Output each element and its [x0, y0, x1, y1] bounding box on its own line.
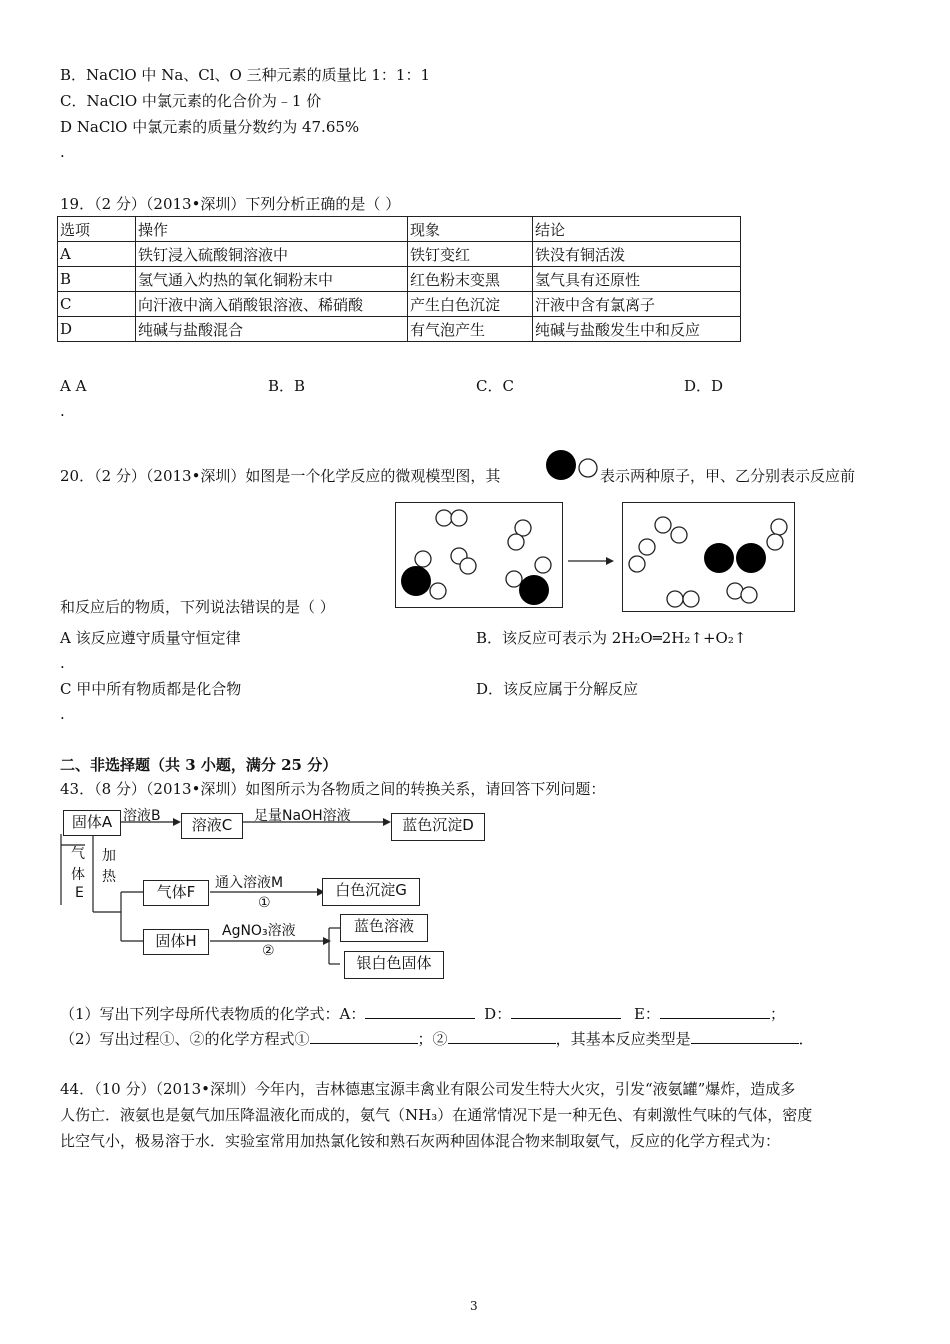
table-header: 操作 — [136, 217, 408, 242]
q43-sub1-e: E： — [633, 1005, 660, 1023]
answer-blank-eq1[interactable] — [310, 1029, 418, 1044]
table-header-row — [58, 217, 741, 242]
table-cell: 红色粉末变黑 — [408, 267, 533, 292]
q20-option-a: A 该反应遵守质量守恒定律 — [60, 629, 241, 647]
q20-option-b: B．该反应可表示为 2H₂O═2H₂↑+O₂↑ — [476, 629, 747, 647]
option-dot: . — [60, 654, 65, 672]
table-cell: A — [58, 242, 136, 267]
flow-label-pass-m: 通入溶液M — [215, 875, 284, 891]
flow-solid-a: 固体A — [63, 810, 121, 836]
table-cell: D — [58, 317, 136, 342]
table-cell: 纯碱与盐酸混合 — [136, 317, 408, 342]
q43-sub2-type: ，其基本反应类型是 — [555, 1030, 691, 1048]
q43-sub1 — [60, 1004, 785, 1024]
flow-gas-e-2: 体 — [71, 867, 85, 883]
answer-blank-a[interactable] — [365, 1004, 475, 1019]
option-dot: . — [60, 143, 65, 161]
flow-blue-precipitate-d: 蓝色沉淀D — [391, 813, 485, 841]
q43-sub2-prefix: （2）写出过程①、②的化学方程式① — [60, 1030, 310, 1048]
flow-label-agno3: AgNO₃溶液 — [222, 923, 296, 939]
table-cell: 有气泡产生 — [408, 317, 533, 342]
table-cell: 铁钉变红 — [408, 242, 533, 267]
table-row — [58, 267, 741, 292]
table-cell: B — [58, 267, 136, 292]
table-row — [58, 317, 741, 342]
q18-option-c: C．NaClO 中氯元素的化合价为﹣1 价 — [60, 92, 322, 110]
q43-sub1-end: ； — [769, 1005, 785, 1023]
table-cell: 铁钉浸入硫酸铜溶液中 — [136, 242, 408, 267]
flow-heat-1: 加 — [102, 848, 116, 864]
flow-solid-h: 固体H — [143, 929, 209, 955]
flow-label-solution-b: 溶液B — [123, 808, 161, 824]
q18-option-d: D NaClO 中氯元素的质量分数约为 47.65% — [60, 118, 360, 136]
q19-option-a: A A — [60, 377, 87, 395]
answer-blank-e[interactable] — [660, 1004, 770, 1019]
flow-blue-solution: 蓝色溶液 — [340, 914, 428, 942]
page-number: 3 — [470, 1299, 478, 1313]
table-header: 选项 — [58, 217, 136, 242]
answer-blank-type[interactable] — [691, 1029, 799, 1044]
table-cell: 产生白色沉淀 — [408, 292, 533, 317]
table-cell: 氢气具有还原性 — [533, 267, 741, 292]
q19-option-c: C．C — [476, 377, 514, 395]
q20-option-c: C 甲中所有物质都是化合物 — [60, 680, 242, 698]
q43-sub2 — [60, 1029, 814, 1049]
table-cell: 氢气通入灼热的氧化铜粉末中 — [136, 267, 408, 292]
option-dot: . — [60, 705, 65, 723]
q43-sub1-d: D： — [484, 1005, 512, 1023]
answer-blank-eq2[interactable] — [448, 1029, 556, 1044]
flow-gas-e-3: E — [75, 885, 84, 901]
q19-stem: 19．（2 分）（2013•深圳）下列分析正确的是（ ） — [60, 195, 401, 213]
reactant-model-box — [395, 502, 563, 608]
reactant-molecules-icon — [396, 503, 562, 607]
answer-blank-d[interactable] — [511, 1004, 621, 1019]
flow-gas-e-1: 气 — [71, 846, 85, 862]
flow-step-2: ② — [262, 943, 275, 959]
q20-stem-part3: 和反应后的物质，下列说法错误的是（ ） — [60, 598, 335, 616]
table-cell: 纯碱与盐酸发生中和反应 — [533, 317, 741, 342]
flow-solution-c: 溶液C — [181, 813, 243, 839]
q18-option-b: B．NaClO 中 Na、Cl、O 三种元素的质量比 1：1：1 — [60, 66, 431, 84]
product-molecules-icon — [623, 503, 794, 611]
q43-sub2-mid: ；② — [417, 1030, 448, 1048]
product-model-box — [622, 502, 795, 612]
table-row — [58, 292, 741, 317]
reaction-arrow-icon — [566, 552, 616, 570]
q19-option-b: B．B — [268, 377, 306, 395]
table-row — [58, 242, 741, 267]
q19-option-d: D．D — [684, 377, 724, 395]
flow-silver-white-solid: 银白色固体 — [344, 951, 444, 979]
q19-table — [57, 216, 741, 342]
flow-white-precipitate-g: 白色沉淀G — [322, 878, 420, 906]
q20-stem-part2: 表示两种原子，甲、乙分别表示反应前 — [600, 467, 856, 485]
q44-line-2: 人伤亡．液氨也是氨气加压降温液化而成的，氨气（NH₃）在通常情况下是一种无色、有刺激性气味的气体，密度 — [60, 1106, 813, 1124]
flow-label-naoh: 足量NaOH溶液 — [254, 808, 351, 824]
option-dot: . — [60, 402, 65, 420]
table-cell: C — [58, 292, 136, 317]
q20-stem-part1: 20．（2 分）（2013•深圳）如图是一个化学反应的微观模型图，其 — [60, 467, 501, 485]
flow-step-1: ① — [258, 895, 271, 911]
q43-sub1-prefix: （1）写出下列字母所代表物质的化学式：A： — [60, 1005, 366, 1023]
q43-sub2-end: ． — [798, 1030, 814, 1048]
atom-legend-icon — [543, 448, 599, 482]
q43-stem: 43．（8 分）（2013•深圳）如图所示为各物质之间的转换关系，请回答下列问题： — [60, 780, 606, 798]
q44-line-1: 44．（10 分）（2013•深圳）今年内，吉林德惠宝源丰禽业有限公司发生特大火灾，引发“液氨罐”爆炸，造成多 — [60, 1080, 796, 1098]
q44-line-3: 比空气小，极易溶于水．实验室常用加热氯化铵和熟石灰两种固体混合物来制取氨气，反应的化学方程式为： — [60, 1132, 781, 1150]
table-header: 结论 — [533, 217, 741, 242]
flow-gas-f: 气体F — [143, 880, 209, 906]
flow-heat-2: 热 — [102, 869, 116, 885]
table-cell: 向汗液中滴入硝酸银溶液、稀硝酸 — [136, 292, 408, 317]
table-cell: 铁没有铜活泼 — [533, 242, 741, 267]
section-title: 二、非选择题（共 3 小题，满分 25 分） — [60, 756, 338, 774]
q20-option-d: D．该反应属于分解反应 — [476, 680, 639, 698]
table-header: 现象 — [408, 217, 533, 242]
table-cell: 汗液中含有氯离子 — [533, 292, 741, 317]
